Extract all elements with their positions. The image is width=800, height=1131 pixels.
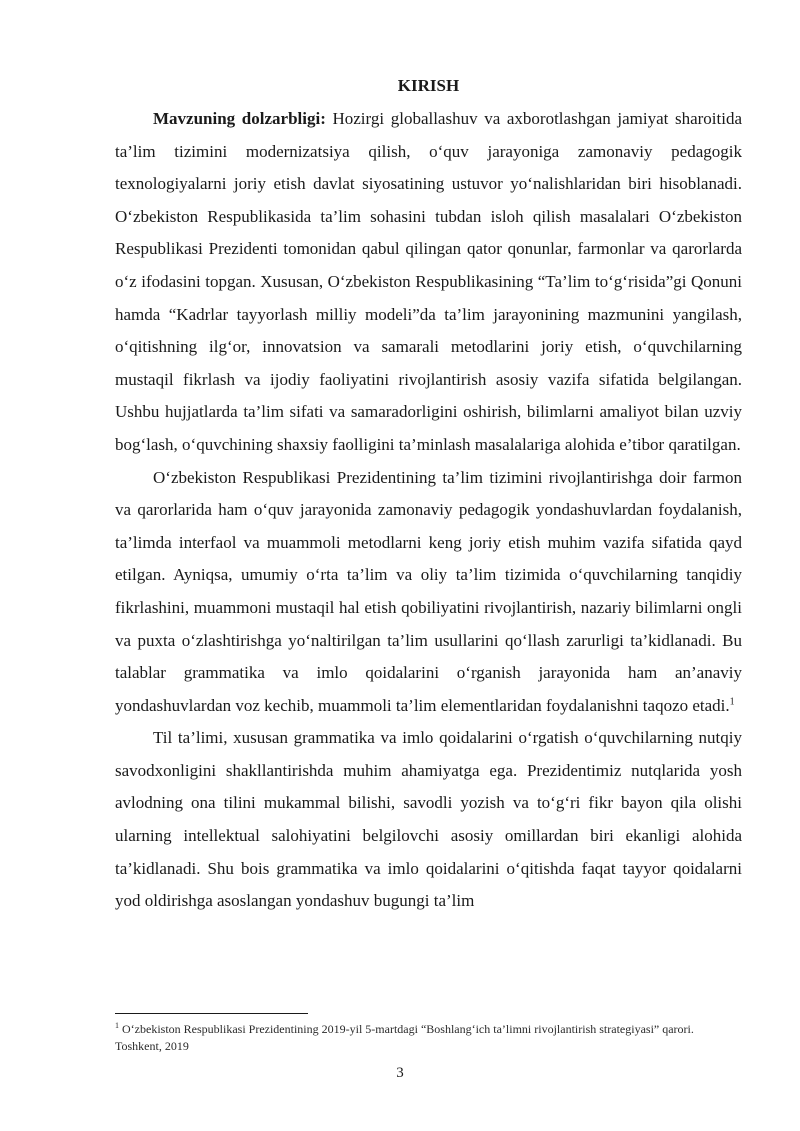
footnote-separator [115,1013,308,1014]
paragraph-relevance [115,103,742,462]
footnote [115,1021,742,1055]
paragraph-text: Til ta’limi, xususan grammatika va imlo qoidalarini o‘rgatish o‘quvchilarning nutqiy savodxonligini shakllantirishda muhim ahamiyatga ega. Prezidentimiz nutqlarida yosh avlodning ona tilini mukammal bilishi, savodli yozish va to‘g‘ri fikr bayon qila olishi ularning intellektual salohiyatini belgilovchi asosiy omillardan biri ekanligi alohida ta’kidlanadi. Shu bois grammatika va imlo qoidalarini o‘qitishda faqat tayyor qoidalarni yod oldirishga asoslangan yondashuv bugungi ta’lim [115,728,742,911]
page-number: 3 [396,1065,404,1081]
paragraph-presidential-decrees [115,462,742,723]
paragraph-language-teaching [115,722,742,918]
paragraph-lead: Mavzuning dolzarbligi: [153,109,326,128]
body-text [115,103,742,918]
page-title: KIRISH [397,76,460,95]
paragraph-text: O‘zbekiston Respublikasi Prezidentining ta’lim tizimini rivojlantirishga doir farmon va qarorlarida ham o‘quv jarayonida zamonaviy pedagogik yondashuvlardan foydalanish, ta’limda interfaol va muammoli metodlarni keng joriy etish muhim vazifa sifatida qayd etilgan. Ayniqsa, umumiy o‘rta ta’lim va oliy ta’lim tizimida o‘quvchilarning tanqidiy fikrlashini, muammoni mustaqil hal etish qobiliyatini rivojlantirish, nazariy bilimlarni ongli va puxta o‘zlashtirishga yo‘naltirilgan ta’lim usullarini qo‘llash zarurligi ta’kidlanadi. Bu talablar grammatika va imlo qoidalarini o‘rganish jarayonida ham an’anaviy yondashuvlardan voz kechib, muammoli ta’lim elementlaridan foydalanishni taqozo etadi. [115,467,742,715]
footnote-text: O‘zbekiston Respublikasi Prezidentining 2019-yil 5-martdagi “Boshlang‘ich ta’limni rivojlantirish strategiyasi” qarori. Toshkent, 2019 [115,1022,694,1053]
footnote-marker: 1 [115,1021,119,1030]
footnote-reference[interactable]: 1 [729,696,735,708]
paragraph-text: Hozirgi globallashuv va axborotlashgan jamiyat sharoitida ta’lim tizimini modernizatsiya qilish, o‘quv jarayoniga zamonaviy pedagogik texnologiyalarni joriy etish davlat siyosatining ustuvor yo‘nalishlaridan biri hisoblanadi. O‘zbekiston Respublikasida ta’lim sohasini tubdan isloh qilish masalalari O‘zbekiston Respublikasi Prezidenti tomonidan qabul qilingan qator qonunlar, farmonlar va qarorlarda o‘z ifodasini topgan. Xususan, O‘zbekiston Respublikasining “Ta’lim to‘g‘risida”gi Qonuni hamda “Kadrlar tayyorlash milliy modeli”da ta’lim jarayonining mazmunini yangilash, o‘qitishning ilg‘or, innovatsion va samarali metodlarini joriy etish, o‘quvchilarning mustaqil fikrlash va ijodiy faoliyatini rivojlantirish asosiy vazifa sifatida belgilangan. Ushbu hujjatlarda ta’lim sifati va samaradorligini oshirish, bilimlarni amaliyot bilan uzviy bog‘lash, o‘quvchining shaxsiy faolligini ta’minlash masalalariga alohida e’tibor qaratilgan. [115,109,742,454]
